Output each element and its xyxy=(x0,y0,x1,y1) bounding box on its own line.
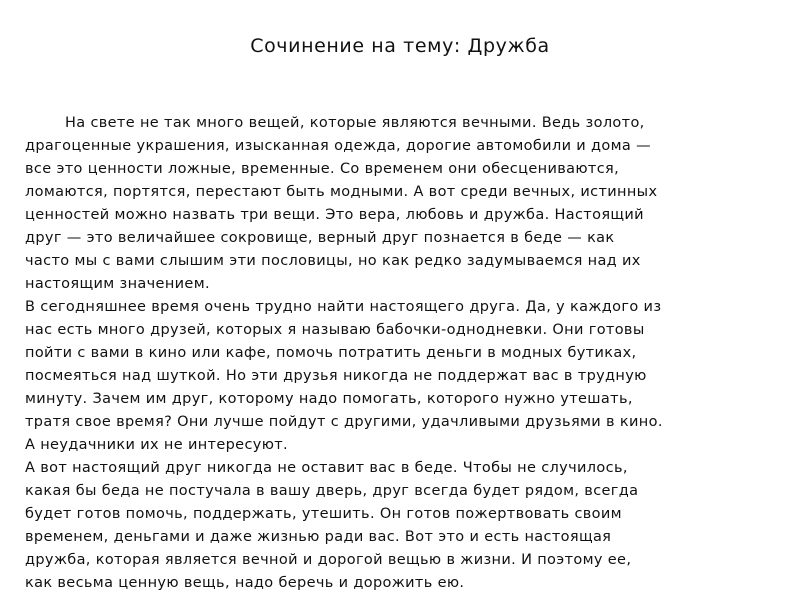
essay-paragraph-3 xyxy=(25,457,795,595)
essay-line: часто мы с вами слышим эти пословицы, но как редко задумываемся над их xyxy=(25,253,641,269)
essay-paragraph-2 xyxy=(25,296,795,457)
essay-line: временем, деньгами и даже жизнью ради вас. Вот это и есть настоящая xyxy=(25,529,612,545)
essay-line: настоящим значением. xyxy=(25,276,210,292)
essay-line: пойти с вами в кино или кафе, помочь потратить деньги в модных бутиках, xyxy=(25,345,637,361)
essay-line: А вот настоящий друг никогда не оставит вас в беде. Чтобы не случилось, xyxy=(25,460,628,476)
essay-line: минуту. Зачем им друг, которому надо помогать, которого нужно утешать, xyxy=(25,391,633,407)
essay-line: А неудачники их не интересуют. xyxy=(25,437,289,453)
essay-paragraph-1 xyxy=(25,112,795,296)
essay-line: ломаются, портятся, перестают быть модными. А вот среди вечных, истинных xyxy=(25,184,658,200)
essay-line: нас есть много друзей, которых я называю бабочки-однодневки. Они готовы xyxy=(25,322,645,338)
essay-line: драгоценные украшения, изысканная одежда, дорогие автомобили и дома — xyxy=(25,138,651,154)
essay-line: тратя свое время? Они лучше пойдут с другими, удачливыми друзьями в кино. xyxy=(25,414,663,430)
essay-line: На свете не так много вещей, которые являются вечными. Ведь золото, xyxy=(65,115,645,131)
essay-line: ценностей можно назвать три вещи. Это вера, любовь и дружба. Настоящий xyxy=(25,207,644,223)
essay-line: все это ценности ложные, временные. Со временем они обесцениваются, xyxy=(25,161,620,177)
essay-body xyxy=(25,112,795,595)
essay-line: дружба, которая является вечной и дорогой вещью в жизни. И поэтому ее, xyxy=(25,552,632,568)
essay-line: как весьма ценную вещь, надо беречь и дорожить ею. xyxy=(25,575,465,591)
essay-line: какая бы беда не постучала в вашу дверь, друг всегда будет рядом, всегда xyxy=(25,483,639,499)
essay-line: друг — это величайшее сокровище, верный друг познается в беде — как xyxy=(25,230,615,246)
essay-line: будет готов помочь, поддержать, утешить. Он готов пожертвовать своим xyxy=(25,506,622,522)
slide-title: Сочинение на тему: Дружба xyxy=(250,35,550,57)
essay-line: В сегодняшнее время очень трудно найти настоящего друга. Да, у каждого из xyxy=(25,299,662,315)
essay-line: посмеяться над шуткой. Но эти друзья никогда не поддержат вас в трудную xyxy=(25,368,647,384)
